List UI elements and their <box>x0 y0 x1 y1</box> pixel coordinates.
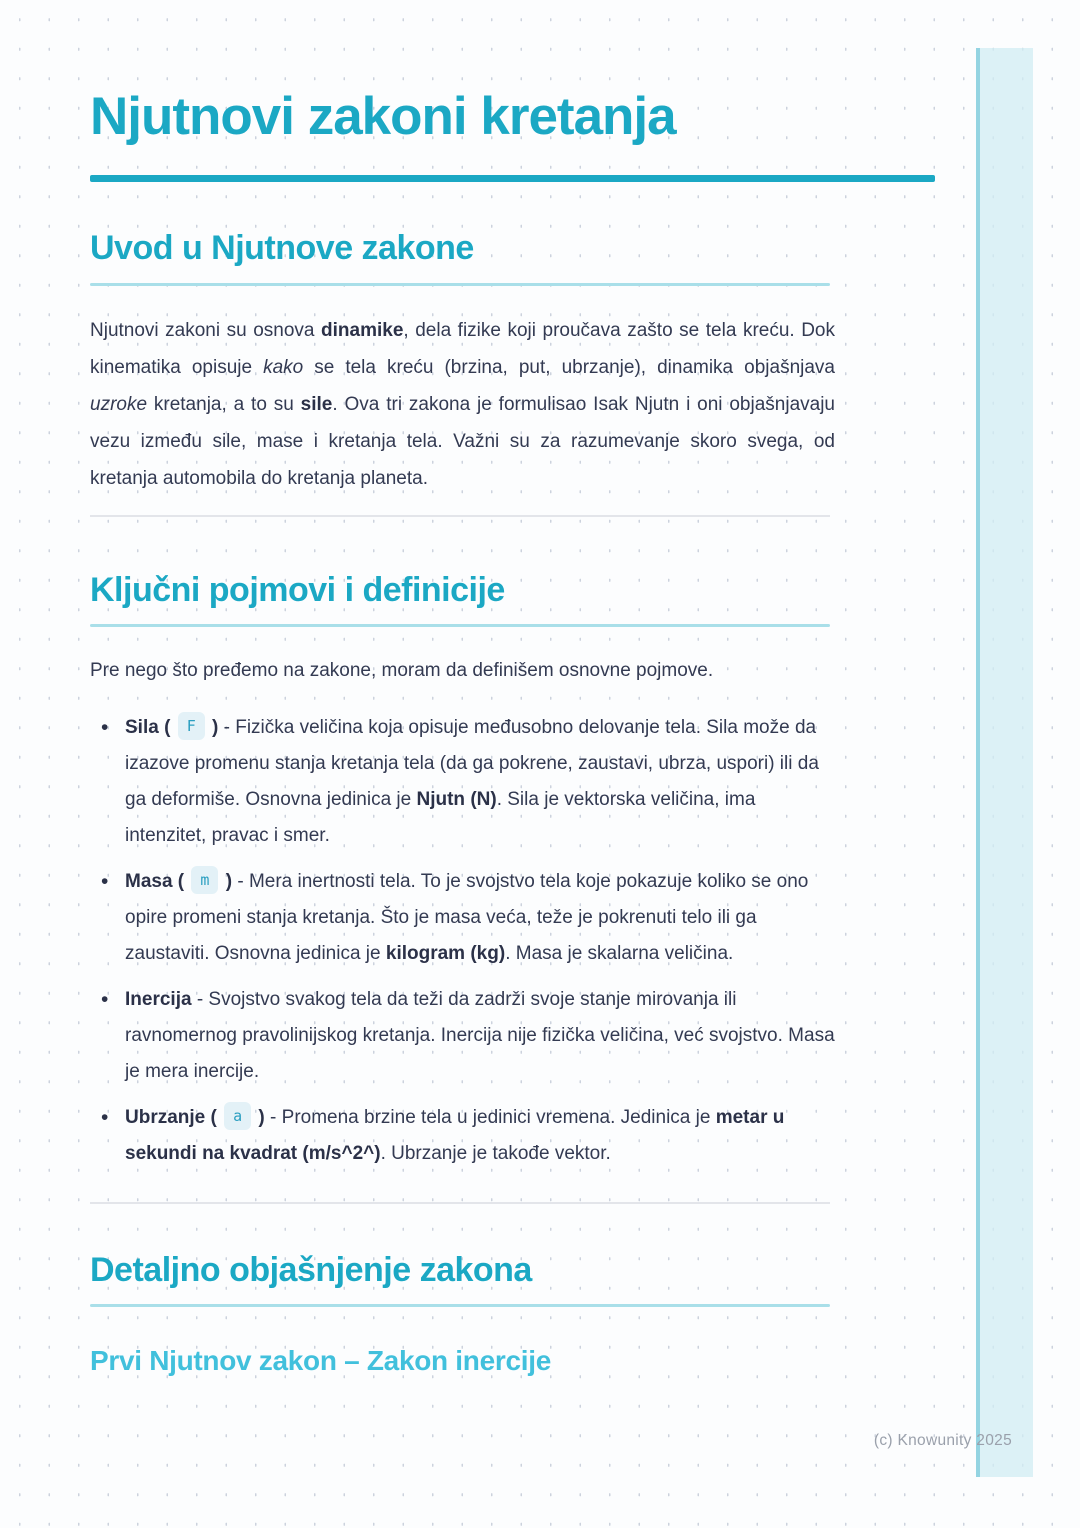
decorative-side-strip <box>976 48 1033 1477</box>
section-heading-detailed: Detaljno objašnjenje zakona <box>90 1251 532 1290</box>
key-terms-list <box>90 710 835 1172</box>
section-heading-intro: Uvod u Njutnove zakone <box>90 229 474 268</box>
copyright-footer: (c) Knowunity 2025 <box>873 1432 1012 1449</box>
list-item-masa: • Masa ( m ) - Mera inertnosti tela. To je svojstvo tela koje pokazuje koliko se ono opire promeni stanja kretanja. Što je masa veća, teže je pokrenuti telo ili ga zaustaviti. Osnovna jedinica je kilogram (kg). Masa je skalarna veličina. <box>90 864 835 972</box>
subsection-heading-first-law: Prvi Njutnov zakon – Zakon inercije <box>90 1345 551 1377</box>
section-underline-rule <box>90 1304 830 1307</box>
inline-symbol-chip: a <box>224 1102 251 1130</box>
list-item-ubrzanje: • Ubrzanje ( a ) - Promena brzine tela u jedinici vremena. Jedinica je metar u sekundi na kvadrat (m/s^2^). Ubrzanje je takođe vektor. <box>90 1100 835 1172</box>
section-divider <box>90 515 830 517</box>
section-underline-rule <box>90 283 830 286</box>
list-item-sila: • Sila ( F ) - Fizička veličina koja opisuje međusobno delovanje tela. Sila može da izazove promenu stanja kretanja tela (da ga pokrene, zaustavi, ubrza, uspori) ili da ga deformiše. Osnovna jedinica je Njutn (N). Sila je vektorska veličina, ima intenzitet, pravac i smer. <box>90 710 835 854</box>
section-divider <box>90 1202 830 1204</box>
page-title: Njutnovi zakoni kretanja <box>90 87 676 146</box>
inline-symbol-chip: F <box>178 712 205 740</box>
list-item-inercija: • Inercija - Svojstvo svakog tela da teži da zadrži svoje stanje mirovanja ili ravnomernog pravolinijskog kretanja. Inercija nije fizička veličina, već svojstvo. Masa je mera inercije. <box>90 982 835 1090</box>
intro-paragraph: Njutnovi zakoni su osnova dinamike, dela fizike koji proučava zašto se tela kreću. Dok kinematika opisuje kako se tela kreću (brzina, put, ubrzanje), dinamika objašnjava uzroke kretanja, a to su sile. Ova tri zakona je formulisao Isak Njutn i oni objašnjavaju vezu između sile, mase i kretanja tela. Važni su za razumevanje skoro svega, od kretanja automobila do kretanja planeta. <box>90 319 835 489</box>
document-content <box>90 0 835 1378</box>
section-heading-key-terms: Ključni pojmovi i definicije <box>90 570 505 609</box>
key-terms-paragraph: Pre nego što pređemo na zakone, moram da definišem osnovne pojmove. <box>90 660 714 682</box>
section-underline-rule <box>90 624 830 627</box>
title-underline-rule <box>90 175 935 182</box>
inline-symbol-chip: m <box>191 866 218 894</box>
